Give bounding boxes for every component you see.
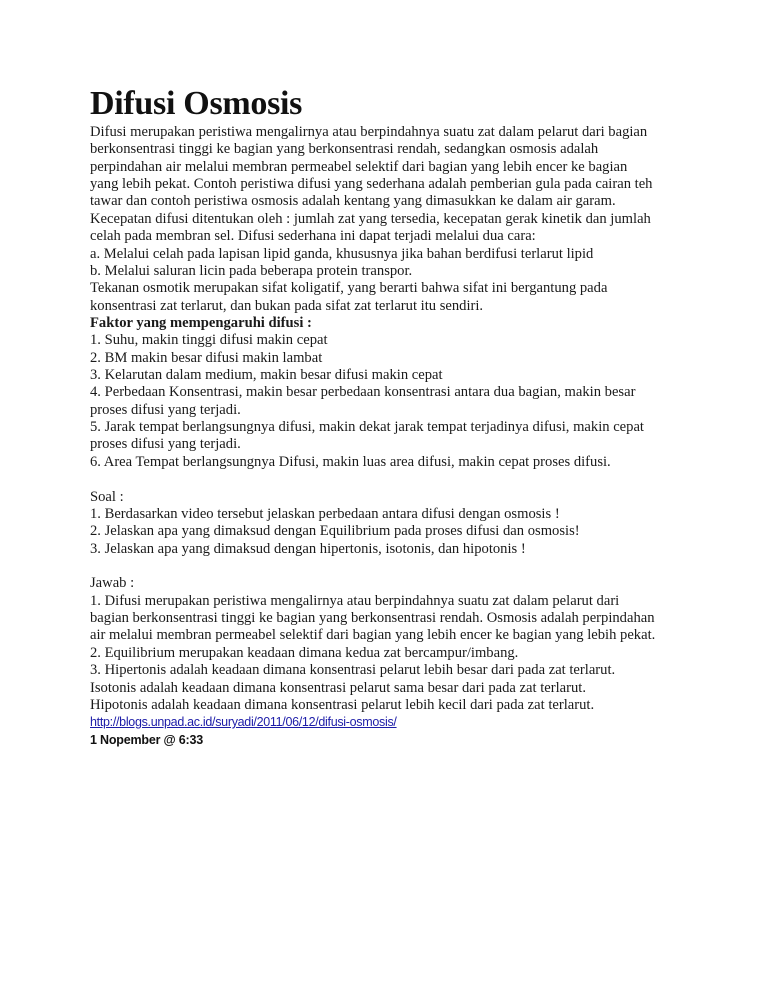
text-line: celah pada membran sel. Difusi sederhana ini dapat terjadi melalui dua cara: xyxy=(90,228,536,245)
soal-heading: Soal : xyxy=(90,488,124,505)
text-line: Difusi merupakan peristiwa mengalirnya atau berpindahnya suatu zat dalam pelarut dari bagian xyxy=(90,124,648,140)
text-line: Kecepatan difusi ditentukan oleh : jumlah zat yang tersedia, kecepatan gerak kinetik dan jumlah xyxy=(90,210,651,227)
list-item: 3. Jelaskan apa yang dimaksud dengan hipertonis, isotonis, dan hipotonis ! xyxy=(90,540,526,557)
jawab-list xyxy=(90,593,655,715)
text-line: 1. Difusi merupakan peristiwa mengalirnya atau berpindahnya suatu zat dalam pelarut dari xyxy=(90,592,620,609)
list-item: 2. BM makin besar difusi makin lambat xyxy=(90,349,323,366)
intro-paragraph xyxy=(90,124,655,315)
document-body xyxy=(90,124,655,749)
list-item: 3. Kelarutan dalam medium, makin besar difusi makin cepat xyxy=(90,367,443,384)
list-item: 4. Perbedaan Konsentrasi, makin besar perbedaan konsentrasi antara dua bagian, makin besar xyxy=(90,384,636,401)
soal-list xyxy=(90,506,655,558)
text-line: Hipotonis adalah keadaan dimana konsentrasi pelarut lebih kecil dari pada zat terlarut. xyxy=(90,696,595,713)
text-line: a. Melalui celah pada lapisan lipid ganda, khususnya jika bahan berdifusi terlarut lipid xyxy=(90,245,594,262)
list-item: 2. Jelaskan apa yang dimaksud dengan Equilibrium pada proses difusi dan osmosis! xyxy=(90,523,580,540)
text-line: tawar dan contoh peristiwa osmosis adalah kentang yang dimasukkan ke dalam air garam. xyxy=(90,193,616,210)
factors-heading: Faktor yang mempengaruhi difusi : xyxy=(90,314,312,331)
blank-line xyxy=(90,558,655,575)
text-line: Isotonis adalah keadaan dimana konsentrasi pelarut sama besar dari pada zat terlarut. xyxy=(90,679,586,696)
list-item: 5. Jarak tempat berlangsungnya difusi, makin dekat jarak tempat terjadinya difusi, makin cepat xyxy=(90,419,644,436)
list-item: 6. Area Tempat berlangsungnya Difusi, makin luas area difusi, makin cepat proses difusi. xyxy=(90,453,611,470)
date-stamp: 1 Nopember @ 6:33 xyxy=(90,732,203,747)
list-item: proses difusi yang terjadi. xyxy=(90,401,241,418)
text-line: Tekanan osmotik merupakan sifat koligatif, yang berarti bahwa sifat ini bergantung pada xyxy=(90,280,608,297)
text-line: perpindahan air melalui membran permeabel selektif dari bagian yang lebih encer ke bagian xyxy=(90,158,628,175)
page-title: Difusi Osmosis xyxy=(90,85,303,122)
list-item: proses difusi yang terjadi. xyxy=(90,436,241,453)
text-line: 2. Equilibrium merupakan keadaan dimana kedua zat bercampur/imbang. xyxy=(90,644,519,661)
text-line: yang lebih pekat. Contoh peristiwa difusi yang sederhana adalah pemberian gula pada cairan teh xyxy=(90,176,653,193)
text-line: air melalui membran permeabel selektif dari bagian yang lebih encer ke bagian yang lebih pekat. xyxy=(90,627,656,644)
text-line: 3. Hipertonis adalah keadaan dimana konsentrasi pelarut lebih besar dari pada zat terlarut. xyxy=(90,662,616,679)
factors-list xyxy=(90,332,655,471)
text-line: b. Melalui saluran licin pada beberapa protein transpor. xyxy=(90,262,413,279)
blank-line xyxy=(90,471,655,488)
text-line: konsentrasi zat terlarut, dan bukan pada sifat zat terlarut itu sendiri. xyxy=(90,297,484,314)
jawab-heading: Jawab : xyxy=(90,575,135,592)
text-line: berkonsentrasi tinggi ke bagian yang berkonsentrasi rendah, sedangkan osmosis adalah xyxy=(90,141,599,158)
list-item: 1. Berdasarkan video tersebut jelaskan perbedaan antara difusi dengan osmosis ! xyxy=(90,505,560,522)
text-line: bagian berkonsentrasi tinggi ke bagian yang berkonsentrasi rendah. Osmosis adalah perpindahan xyxy=(90,610,655,627)
list-item: 1. Suhu, makin tinggi difusi makin cepat xyxy=(90,332,328,349)
source-link[interactable]: http://blogs.unpad.ac.id/suryadi/2011/06/12/difusi-osmosis/ xyxy=(90,715,397,730)
